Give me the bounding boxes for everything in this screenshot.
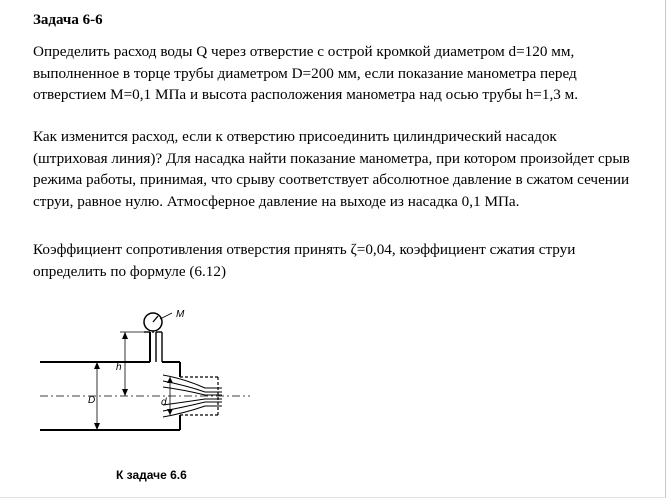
pipe-diagram bbox=[40, 305, 280, 445]
problem-paragraph-1: Определить расход воды Q через отверстие с острой кромкой диаметром d=120 мм, выполненное в торце трубы диаметром D=200 мм, если показание манометра перед отверстием М=0,1 МПа и высота расположения манометра над осью трубы h=1,3 м. bbox=[33, 43, 579, 103]
label-d: d bbox=[161, 397, 167, 408]
problem-paragraph-2: Как изменится расход, если к отверстию присоединить цилиндрический насадок (штриховая линия)? Для насадка найти показание манометра, при котором произойдет срыв режима работы, принимая, что срыву соответствует абсолютное давление в сжатом сечении струи, равное нулю. Атмосферное давление на выходе из насадка 0,1 МПа. bbox=[33, 128, 630, 210]
label-D: D bbox=[88, 395, 96, 406]
label-M: M bbox=[176, 309, 185, 320]
problem-paragraph-3: Коэффициент сопротивления отверстия принять ζ=0,04, коэффициент сжатия струи определить по формуле (6.12) bbox=[33, 241, 576, 280]
label-h: h bbox=[116, 362, 122, 373]
figure-caption: К задаче 6.6 bbox=[116, 468, 187, 482]
problem-title: Задача 6-6 bbox=[33, 12, 103, 28]
